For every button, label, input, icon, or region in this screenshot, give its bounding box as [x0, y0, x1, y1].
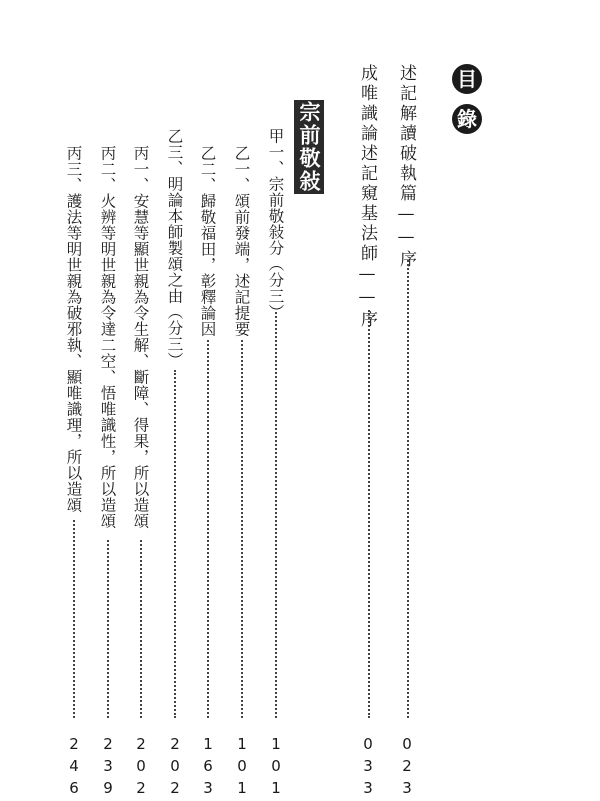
toc-entry[interactable]: 丙一、安慧等顯世親為令生解、斷障、得果，所以造頌: [131, 145, 150, 529]
dotted-leader: [140, 540, 142, 718]
dotted-leader: [107, 540, 109, 718]
page-number: 163: [199, 735, 217, 801]
title-badge-mu: 目: [452, 64, 482, 94]
dotted-leader: [174, 370, 176, 718]
page-number: 239: [99, 735, 117, 801]
dotted-leader: [241, 340, 243, 718]
page-number: 101: [233, 735, 251, 801]
title-badge-lu: 錄: [452, 104, 482, 134]
page-number: 101: [267, 735, 285, 801]
toc-entry[interactable]: 乙二、歸敬福田，彰釋論因: [198, 145, 217, 337]
dotted-leader: [368, 310, 370, 718]
page-number: 023: [398, 735, 416, 801]
page-number: 202: [132, 735, 150, 801]
dotted-leader: [275, 312, 277, 718]
page-number: 246: [65, 735, 83, 801]
toc-entry[interactable]: 甲一、宗前敬敍分（分三）: [266, 128, 285, 320]
toc-entry[interactable]: 丙二、火辨等明世親為令達二空、悟唯識性，所以造頌: [98, 145, 117, 529]
toc-entry[interactable]: 乙一、頌前發端，述記提要: [232, 145, 251, 337]
dotted-leader: [207, 340, 209, 718]
toc-entry[interactable]: 乙三、明論本師製頌之由（分三）: [165, 128, 184, 368]
dotted-leader: [73, 520, 75, 718]
toc-entry-preface-1[interactable]: 述記解讀破執篇——序: [396, 64, 416, 270]
dotted-leader: [407, 260, 409, 718]
section-header: 宗前敬敍: [294, 100, 324, 194]
page-number: 033: [359, 735, 377, 801]
toc-entry[interactable]: 丙三、護法等明世親為破邪執、顯唯識理，所以造頌: [64, 145, 83, 513]
toc-entry-preface-2[interactable]: 成唯識論述記窺基法師——序: [357, 64, 377, 330]
page-number: 202: [166, 735, 184, 801]
